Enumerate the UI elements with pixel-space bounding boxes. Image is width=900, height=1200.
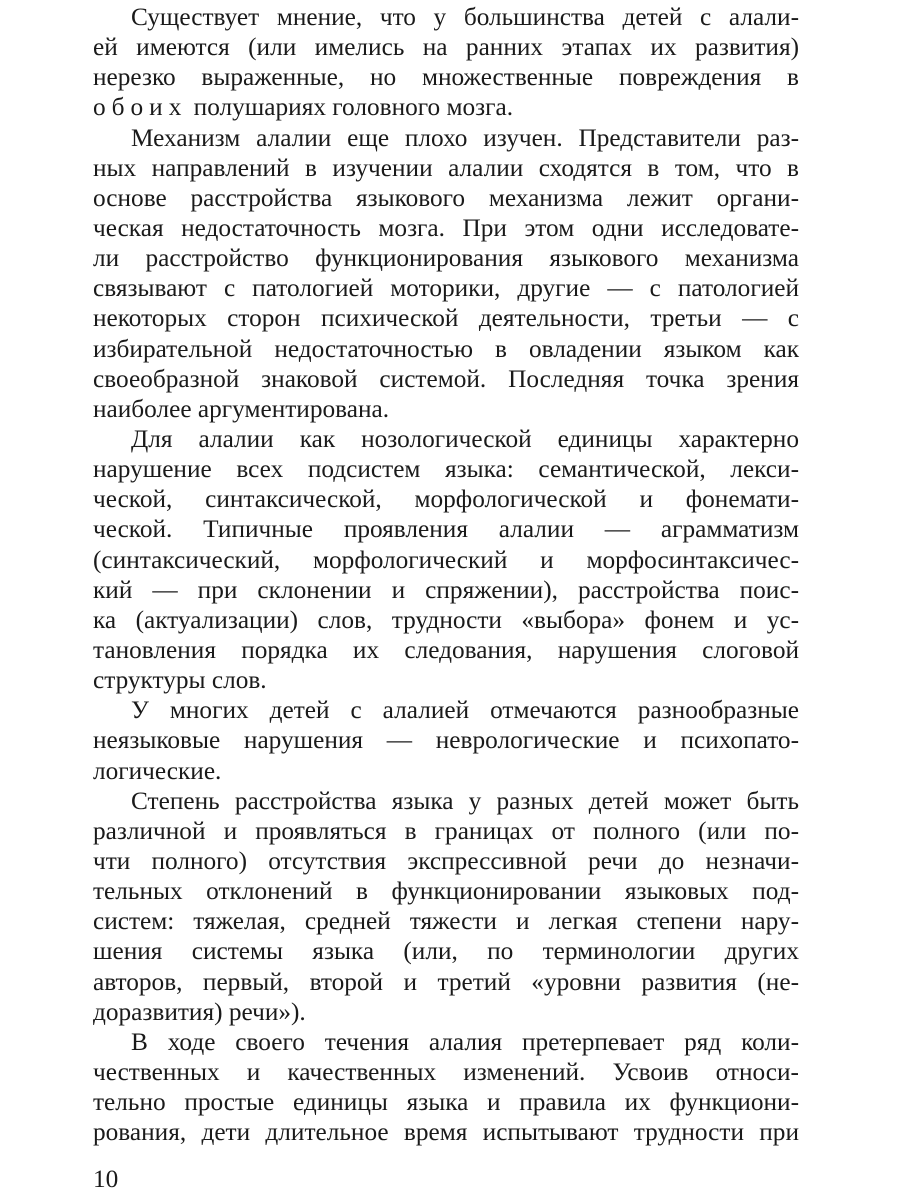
text-line: структуры слов. — [93, 666, 267, 695]
text-line: избирательной недостаточностью в овладении языком как — [93, 334, 799, 363]
text-line: своеобразной знаковой системой. Последняя точка зрения — [93, 364, 799, 393]
text-line: нарушение всех подсистем языка: семантической, лекси- — [93, 455, 799, 484]
text-line: связывают с патологией моторики, другие — с патологией — [93, 274, 799, 303]
text-line: тельно простые единицы языка и правила их функциони- — [93, 1088, 799, 1117]
text-line: ческая недостаточность мозга. При этом одни исследовате- — [93, 213, 799, 242]
text-line: различной и проявляться в границах от полного (или по- — [93, 816, 799, 845]
text-fragment: полушариях головного мозга. — [187, 93, 514, 122]
text-line: основе расстройства языкового механизма лежит органи- — [93, 183, 799, 212]
text-line: рования, дети длительное время испытывают трудности при — [93, 1118, 799, 1147]
text-line — [93, 92, 799, 122]
text-line: тельных отклонений в функционировании языковых под- — [93, 877, 799, 906]
text-line: ческой. Типичные проявления алалии — аграмматизм — [93, 515, 799, 544]
text-line: В ходе своего течения алалия претерпевает ряд коли- — [131, 1027, 799, 1056]
text-line: Степень расстройства языка у разных детей может быть — [131, 786, 799, 815]
text-line: ка (актуализации) слов, трудности «выбора» фонем и ус- — [93, 605, 799, 634]
text-line: неязыковые нарушения — неврологические и психопато- — [93, 726, 799, 755]
text-line: чти полного) отсутствия экспрессивной речи до незначи- — [93, 846, 799, 875]
text-line: (синтаксический, морфологический и морфосинтаксичес- — [93, 545, 799, 574]
text-line: Существует мнение, что у большинства детей с алали- — [131, 3, 799, 31]
text-line: Механизм алалии еще плохо изучен. Представители раз- — [131, 123, 799, 152]
text-line: наиболее аргументирована. — [93, 394, 390, 423]
text-line: систем: тяжелая, средней тяжести и легкая степени нару- — [93, 907, 799, 936]
text-line: некоторых сторон психической деятельности, третьи — с — [93, 304, 799, 333]
text-line: тановления порядка их следования, нарушения слоговой — [93, 635, 799, 664]
text-line: кий — при склонении и спряжении), расстройства поис- — [93, 575, 799, 604]
text-line: авторов, первый, второй и третий «уровни развития (не- — [93, 967, 799, 996]
page-number: 10 — [93, 1165, 119, 1193]
text-line: логические. — [93, 756, 222, 785]
text-line: шения системы языка (или, по терминологии других — [93, 937, 799, 966]
text-line: ческой, синтаксической, морфологической и фонемати- — [93, 485, 799, 514]
text-line: ей имеются (или имелись на ранних этапах их развития) — [93, 33, 799, 62]
text-line: доразвития) речи»). — [93, 997, 306, 1026]
body-text — [93, 2, 799, 1147]
text-line: чественных и качественных изменений. Усвоив относи- — [93, 1057, 799, 1086]
text-line: нерезко выраженные, но множественные повреждения в — [93, 63, 799, 92]
text-line: ли расстройство функционирования языкового механизма — [93, 244, 799, 273]
spaced-emphasis-word: обоих — [93, 93, 188, 122]
text-line: ных направлений в изучении алалии сходятся в том, что в — [93, 153, 799, 182]
text-line: У многих детей с алалией отмечаются разнообразные — [131, 696, 799, 725]
text-line: Для алалии как нозологической единицы характерно — [131, 424, 799, 453]
